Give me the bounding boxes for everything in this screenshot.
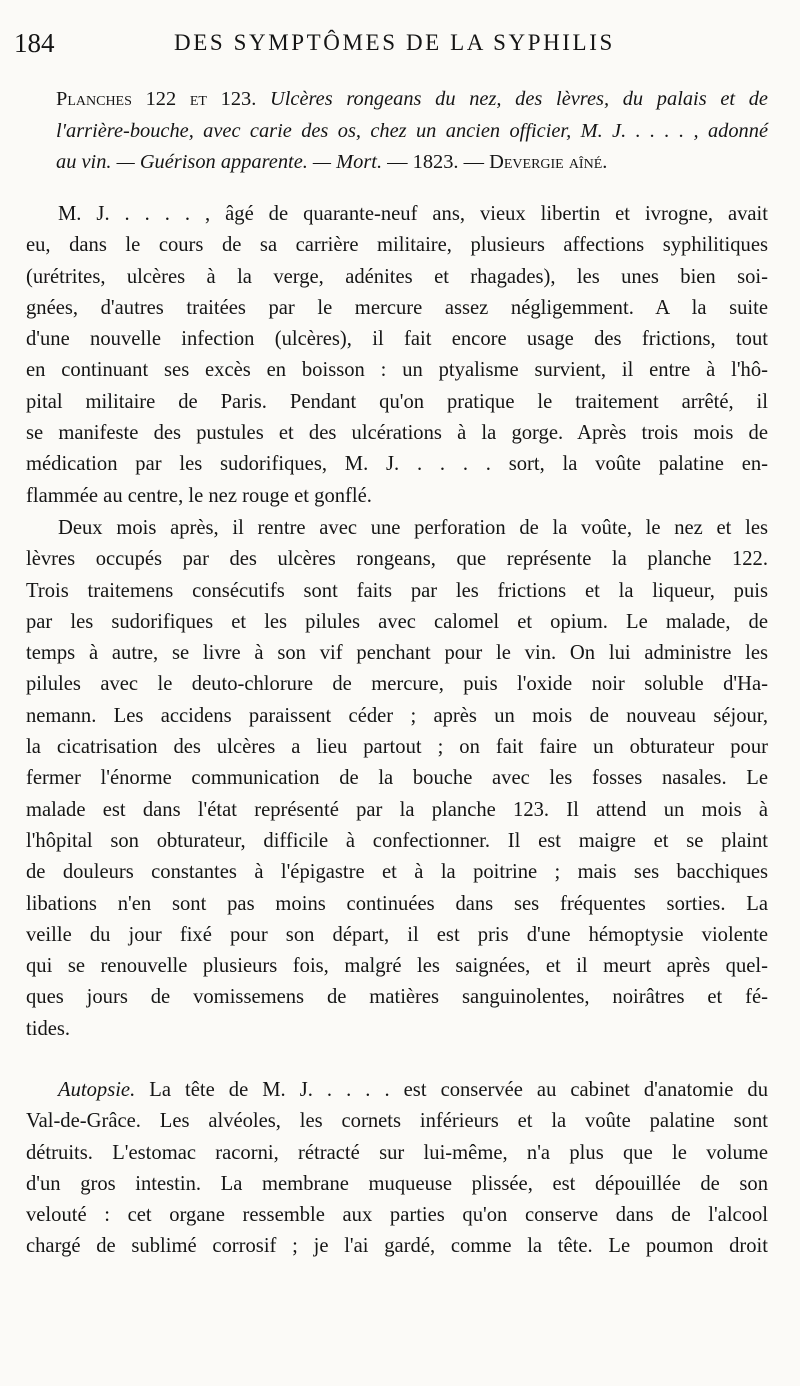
caption-lead: Planches 122 et 123.: [56, 88, 257, 110]
paragraph-1: [26, 199, 768, 512]
text-line: en continuant ses excès en boisson : un ptyalisme survient, il entre à l'hô-: [26, 359, 768, 382]
caption-year: — 1823. —: [387, 151, 485, 173]
text-line: gnées, d'autres traitées par le mercure assez négligemment. A la suite: [26, 296, 768, 319]
text-line: ques jours de vomissemens de matières sanguinolentes, noirâtres et fé-: [26, 986, 768, 1009]
paragraph-2: [26, 513, 768, 1045]
text-line: pital militaire de Paris. Pendant qu'on pratique le traitement arrêté, il: [26, 390, 768, 413]
page-number: 184: [14, 28, 55, 58]
text-line: d'un gros intestin. La membrane muqueuse plissée, est dépouillée de son: [26, 1172, 768, 1195]
text-line: temps à autre, se livre à son vif penchant pour le vin. On lui administre les: [26, 642, 768, 665]
text-line: Deux mois après, il rentre avec une perforation de la voûte, le nez et les: [58, 517, 768, 539]
text-line: de douleurs constantes à l'épigastre et à la poitrine ; mais ses bacchiques: [26, 861, 768, 884]
text-line: (urétrites, ulcères à la verge, adénites et rhagades), les unes bien soi-: [26, 265, 768, 288]
text-line: détruits. L'estomac racorni, rétracté sur lui-même, n'a plus que le volume: [26, 1141, 768, 1164]
text-line: chargé de sublimé corrosif ; je l'ai gardé, comme la tête. Le poumon droit: [26, 1235, 768, 1258]
text-line: se manifeste des pustules et des ulcérations à la gorge. Après trois mois de: [26, 422, 768, 445]
text-line: M. J. . . . . , âgé de quarante-neuf ans, vieux libertin et ivrogne, avait: [58, 203, 768, 225]
text-line: Trois traitemens consécutifs sont faits par les frictions et la liqueur, puis: [26, 579, 768, 602]
caption-line-1: [56, 84, 768, 116]
text-line: qui se renouvelle plusieurs fois, malgré les saignées, et il meurt après quel-: [26, 955, 768, 978]
text-line: médication par les sudorifiques, M. J. . . . . sort, la voûte palatine en-: [26, 453, 768, 476]
text-line: la cicatrisation des ulcères a lieu partout ; on fait faire un obturateur pour: [26, 736, 768, 759]
text-line: eu, dans le cours de sa carrière militaire, plusieurs affections syphilitiques: [26, 234, 768, 257]
text-line: veille du jour fixé pour son départ, il est pris d'une hémoptysie violente: [26, 923, 768, 946]
caption-title: Ulcères rongeans du nez, des lèvres, du palais et de: [270, 88, 768, 110]
text-line: par les sudorifiques et les pilules avec calomel et opium. Le malade, de: [26, 610, 768, 633]
text-line: l'hôpital son obturateur, difficile à confectionner. Il est maigre et se plaint: [26, 829, 768, 852]
text-line: lèvres occupés par des ulcères rongeans, que représente la planche 122.: [26, 548, 768, 571]
plate-caption: [56, 84, 768, 179]
text-line: nemann. Les accidens paraissent céder ; après un mois de nouveau séjour,: [26, 704, 768, 727]
caption-author: Devergie aîné.: [489, 151, 608, 173]
text-line: d'une nouvelle infection (ulcères), il fait encore usage des frictions, tout: [26, 328, 768, 351]
paragraph-3-autopsy: [26, 1075, 768, 1263]
text-line: libations n'en sont pas moins continuées dans ses fréquentes sorties. La: [26, 892, 768, 915]
autopsy-first-line: La tête de M. J. . . . . est conservée au cabinet d'anatomie du: [149, 1079, 768, 1101]
caption-line-2: l'arrière-bouche, avec carie des os, chez un ancien officier, M. J. . . . . , adonné: [56, 119, 768, 142]
running-head: DES SYMPTÔMES DE LA SYPHILIS: [174, 30, 615, 55]
text-line: fermer l'énorme communication de la bouche avec les fosses nasales. Le: [26, 767, 768, 790]
text-line: pilules avec le deuto-chlorure de mercure, puis l'oxide noir soluble d'Ha-: [26, 673, 768, 696]
text-line: malade est dans l'état représenté par la planche 123. Il attend un mois à: [26, 798, 768, 821]
text-line: [26, 1075, 768, 1106]
caption-line-3: [56, 147, 768, 179]
text-line: Val-de-Grâce. Les alvéoles, les cornets inférieurs et la voûte palatine sont: [26, 1110, 768, 1133]
text-line: flammée au centre, le nez rouge et gonflé.: [26, 484, 372, 507]
caption-outcome: au vin. — Guérison apparente. — Mort.: [56, 151, 383, 173]
page-header: [14, 22, 770, 62]
text-line: tides.: [26, 1017, 71, 1040]
autopsy-heading: Autopsie.: [58, 1079, 136, 1101]
text-line: velouté : cet organe ressemble aux parties qu'on conserve dans de l'alcool: [26, 1204, 768, 1227]
